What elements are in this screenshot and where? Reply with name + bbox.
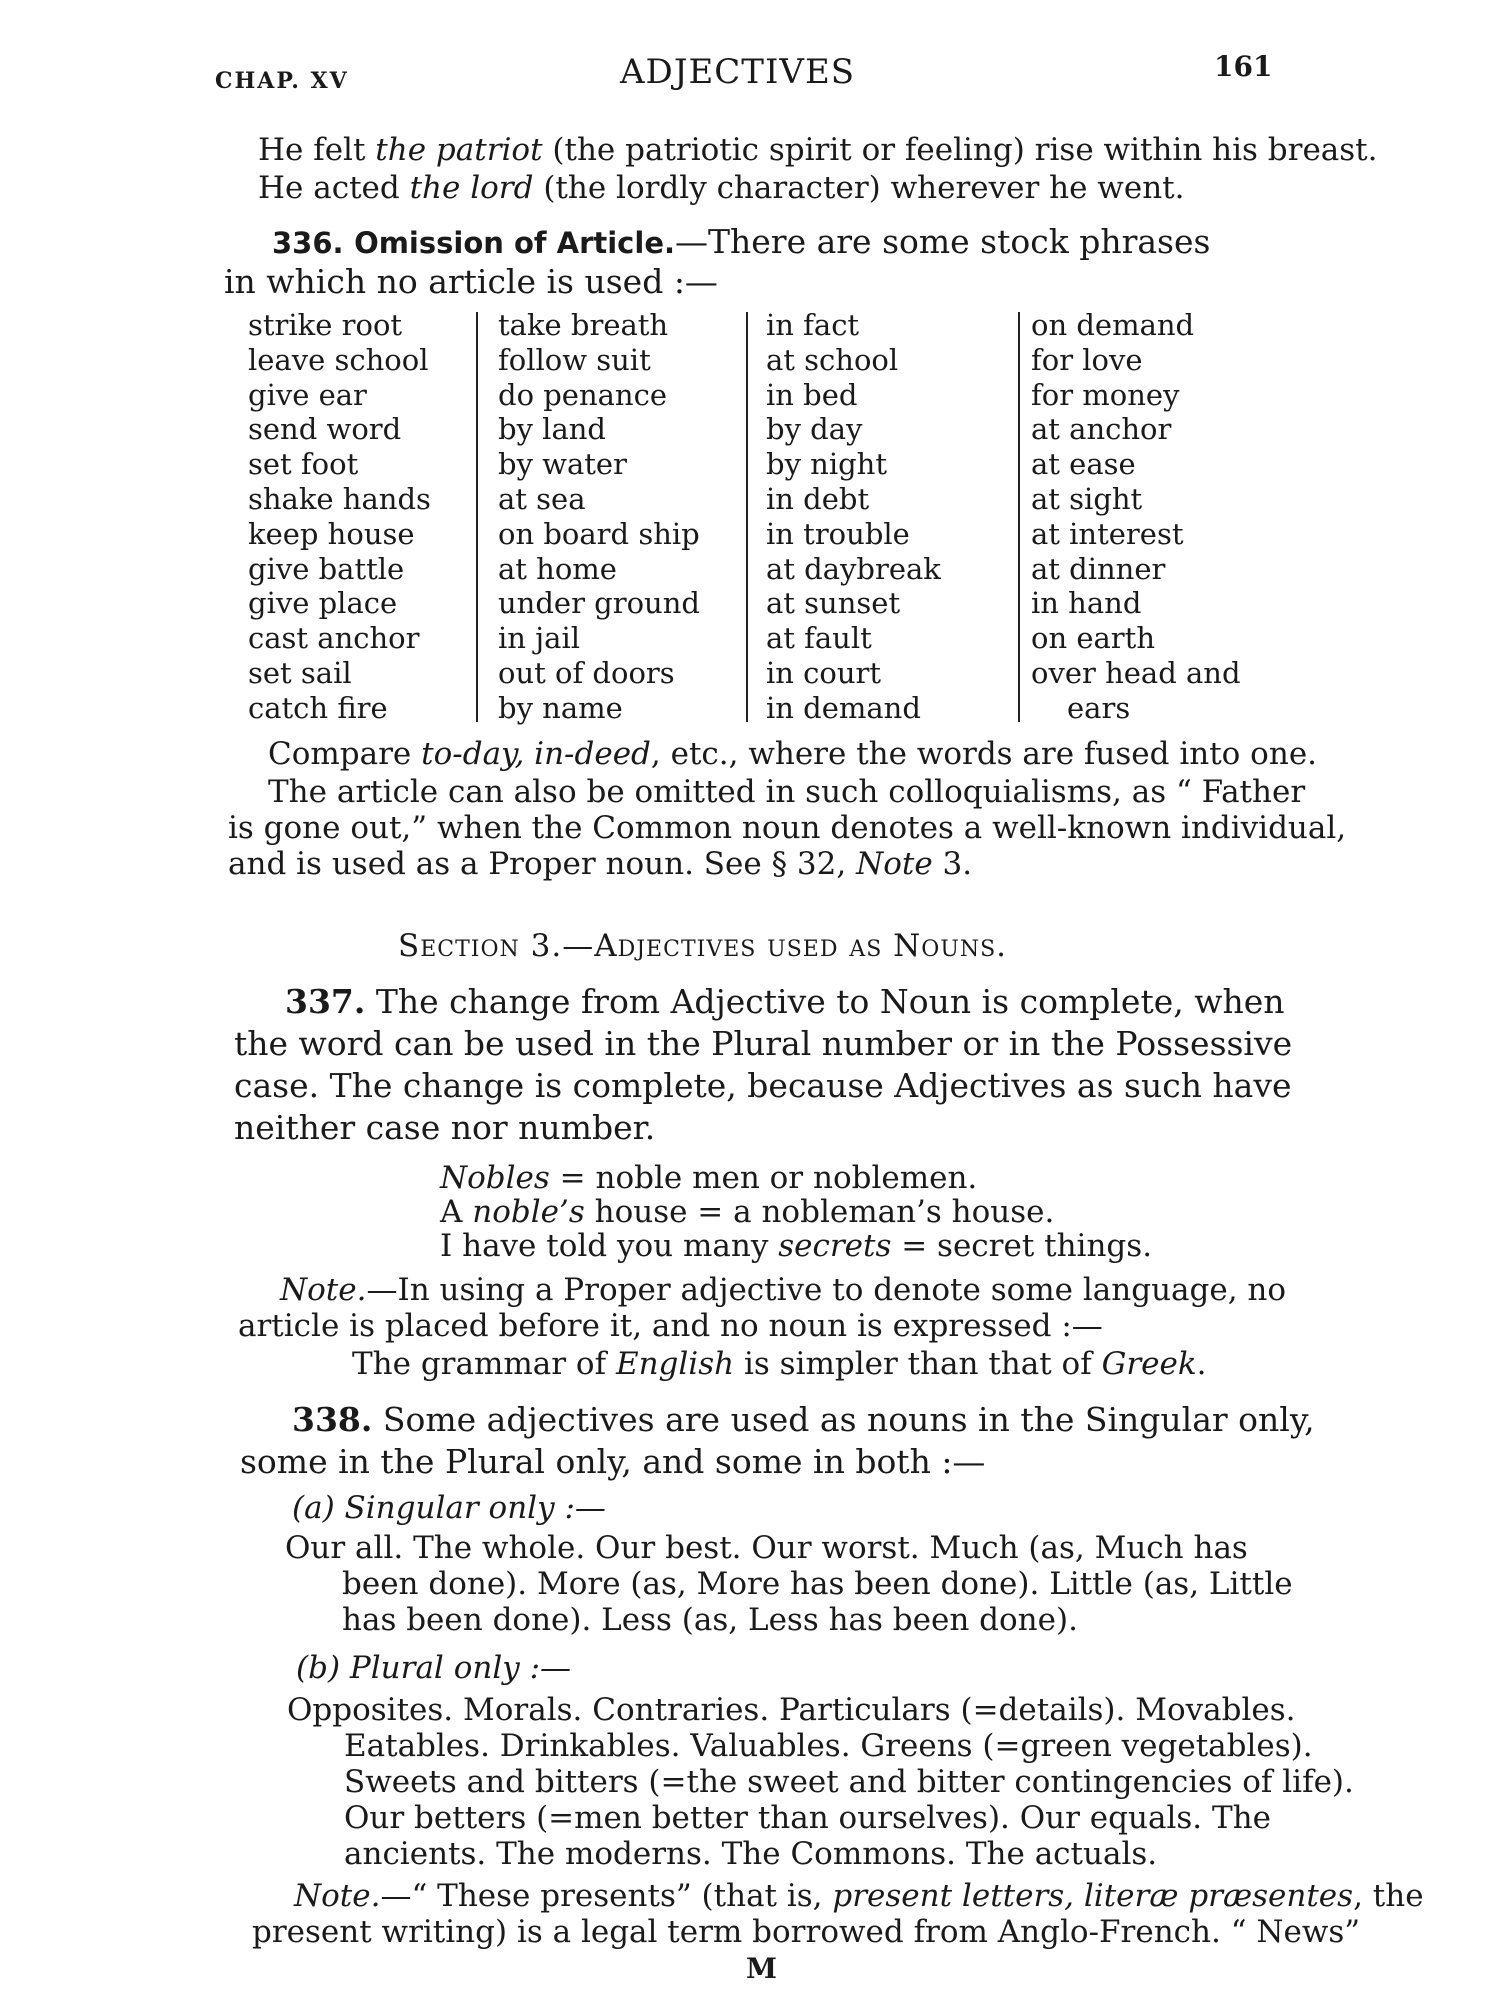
phrase-item: at interest (1031, 516, 1184, 551)
phrase-item: at dinner (1031, 551, 1166, 586)
colloquial-line-1: The article can also be omitted in such colloquialisms, as “ Father (268, 774, 1306, 810)
section-337-line-3: case. The change is complete, because Adjectives as such have (234, 1066, 1292, 1105)
plural-line-5: ancients. The moderns. The Commons. The actuals. (344, 1836, 1158, 1872)
section-336-heading: 336. Omission of Article.—There are some stock phrases (272, 222, 1211, 261)
phrase-item: at sunset (766, 586, 901, 621)
example-nobles: Nobles = noble men or noblemen. (440, 1160, 978, 1196)
plural-line-2: Eatables. Drinkables. Valuables. Greens (=green vegetables). (344, 1728, 1313, 1764)
phrase-item: in trouble (766, 516, 910, 551)
phrase-item: keep house (248, 516, 415, 551)
phrase-item: set foot (248, 447, 359, 482)
singular-line-1: Our all. The whole. Our best. Our worst. Much (as, Much has (285, 1530, 1248, 1566)
colloquial-line-2: is gone out,” when the Common noun denotes a well-known individual, (228, 810, 1347, 846)
phrase-item: give place (248, 586, 398, 621)
phrase-item: at ease (1031, 447, 1136, 482)
phrase-item: at fault (766, 621, 872, 656)
intro-line-2: He acted the lord (the lordly character) wherever he went. (258, 170, 1185, 206)
section-338-line-1: 338. Some adjectives are used as nouns in the Singular only, (292, 1400, 1315, 1439)
column-divider (746, 312, 748, 722)
chapter-label: CHAP. XV (215, 68, 349, 94)
phrase-item: take breath (498, 308, 669, 342)
section-337-line-4: neither case nor number. (234, 1108, 656, 1147)
phrase-item: cast anchor (248, 621, 420, 656)
phrase-item: strike root (248, 308, 403, 342)
phrase-item: by day (766, 412, 863, 447)
phrase-item: catch fire (248, 690, 388, 725)
phrase-item: shake hands (248, 481, 431, 516)
column-divider (476, 312, 478, 722)
plural-line-1: Opposites. Morals. Contraries. Particulars (=details). Movables. (287, 1692, 1296, 1728)
phrase-column-3 (766, 308, 941, 726)
example-nobles-house: A noble’s house = a nobleman’s house. (440, 1194, 1055, 1230)
phrase-item: for love (1031, 342, 1143, 377)
phrase-item: in debt (766, 481, 870, 516)
phrase-item: in bed (766, 377, 858, 412)
example-secrets: I have told you many secrets = secret things. (440, 1228, 1153, 1264)
note-337-line-2: article is placed before it, and no noun is expressed :— (238, 1308, 1103, 1344)
phrase-item: set sail (248, 655, 352, 690)
phrase-item: in hand (1031, 586, 1142, 621)
page-number: 161 (1214, 50, 1273, 83)
phrase-item: at school (766, 342, 899, 377)
phrase-item: do penance (498, 377, 668, 412)
stock-phrases-table (248, 308, 1248, 728)
phrase-item: at home (498, 551, 617, 586)
section-338-line-2: some in the Plural only, and some in both :— (240, 1442, 986, 1481)
phrase-item: out of doors (498, 655, 675, 690)
note-337-example: The grammar of English is simpler than that of Greek. (352, 1346, 1207, 1382)
section-3-heading: Section 3.—Adjectives used as Nouns. (398, 928, 1008, 964)
phrase-item: at daybreak (766, 551, 941, 586)
singular-line-2: been done). More (as, More has been done). Little (as, Little (342, 1566, 1293, 1602)
note-338-line-1: Note.—“ These presents” (that is, present letters, literæ præsentes, the (294, 1878, 1424, 1914)
phrase-item: ears (1067, 690, 1131, 725)
phrase-item: over head and (1031, 655, 1241, 690)
intro-line-1: He felt the patriot (the patriotic spirit or feeling) rise within his breast. (258, 132, 1378, 168)
plural-line-3: Sweets and bitters (=the sweet and bitter contingencies of life). (344, 1764, 1354, 1800)
section-337-line-2: the word can be used in the Plural number or in the Possessive (234, 1024, 1293, 1063)
phrase-item: on demand (1031, 308, 1195, 342)
phrase-item: give battle (248, 551, 405, 586)
signature-mark: M (746, 1952, 777, 1985)
column-divider (1018, 312, 1020, 722)
phrase-column-2 (498, 308, 700, 726)
colloquial-line-3: and is used as a Proper noun. See § 32, Note 3. (228, 846, 973, 882)
phrase-item: in fact (766, 308, 860, 342)
section-337-line-1: 337. The change from Adjective to Noun is complete, when (285, 982, 1285, 1021)
section-336-line-2: in which no article is used :— (224, 262, 718, 301)
phrase-item: on earth (1031, 621, 1156, 656)
phrase-item: under ground (498, 586, 700, 621)
phrase-item: at sea (498, 481, 586, 516)
phrase-item: on board ship (498, 516, 700, 551)
phrase-item: in court (766, 655, 882, 690)
phrase-item: leave school (248, 342, 429, 377)
singular-only-heading: (a) Singular only :— (292, 1490, 606, 1526)
phrase-item: in demand (766, 690, 921, 725)
compare-line: Compare to-day, in-deed, etc., where the words are fused into one. (268, 736, 1318, 772)
phrase-item: for money (1031, 377, 1180, 412)
phrase-item: at anchor (1031, 412, 1172, 447)
phrase-item: give ear (248, 377, 367, 412)
phrase-item: follow suit (498, 342, 651, 377)
phrase-column-1 (248, 308, 431, 726)
phrase-item: by water (498, 447, 627, 482)
phrase-item: by land (498, 412, 606, 447)
singular-line-3: has been done). Less (as, Less has been done). (342, 1602, 1078, 1638)
plural-line-4: Our betters (=men better than ourselves). Our equals. The (344, 1800, 1271, 1836)
plural-only-heading: (b) Plural only :— (296, 1650, 572, 1686)
phrase-column-4 (1031, 308, 1241, 726)
phrase-item: send word (248, 412, 402, 447)
phrase-item: by night (766, 447, 888, 482)
note-337-line-1: Note.—In using a Proper adjective to denote some language, no (280, 1272, 1287, 1308)
phrase-item: at sight (1031, 481, 1143, 516)
phrase-item: by name (498, 690, 623, 725)
page-title: ADJECTIVES (620, 52, 856, 92)
phrase-item: in jail (498, 621, 581, 656)
note-338-line-2: present writing) is a legal term borrowed from Anglo-French. “ News” (252, 1914, 1361, 1950)
